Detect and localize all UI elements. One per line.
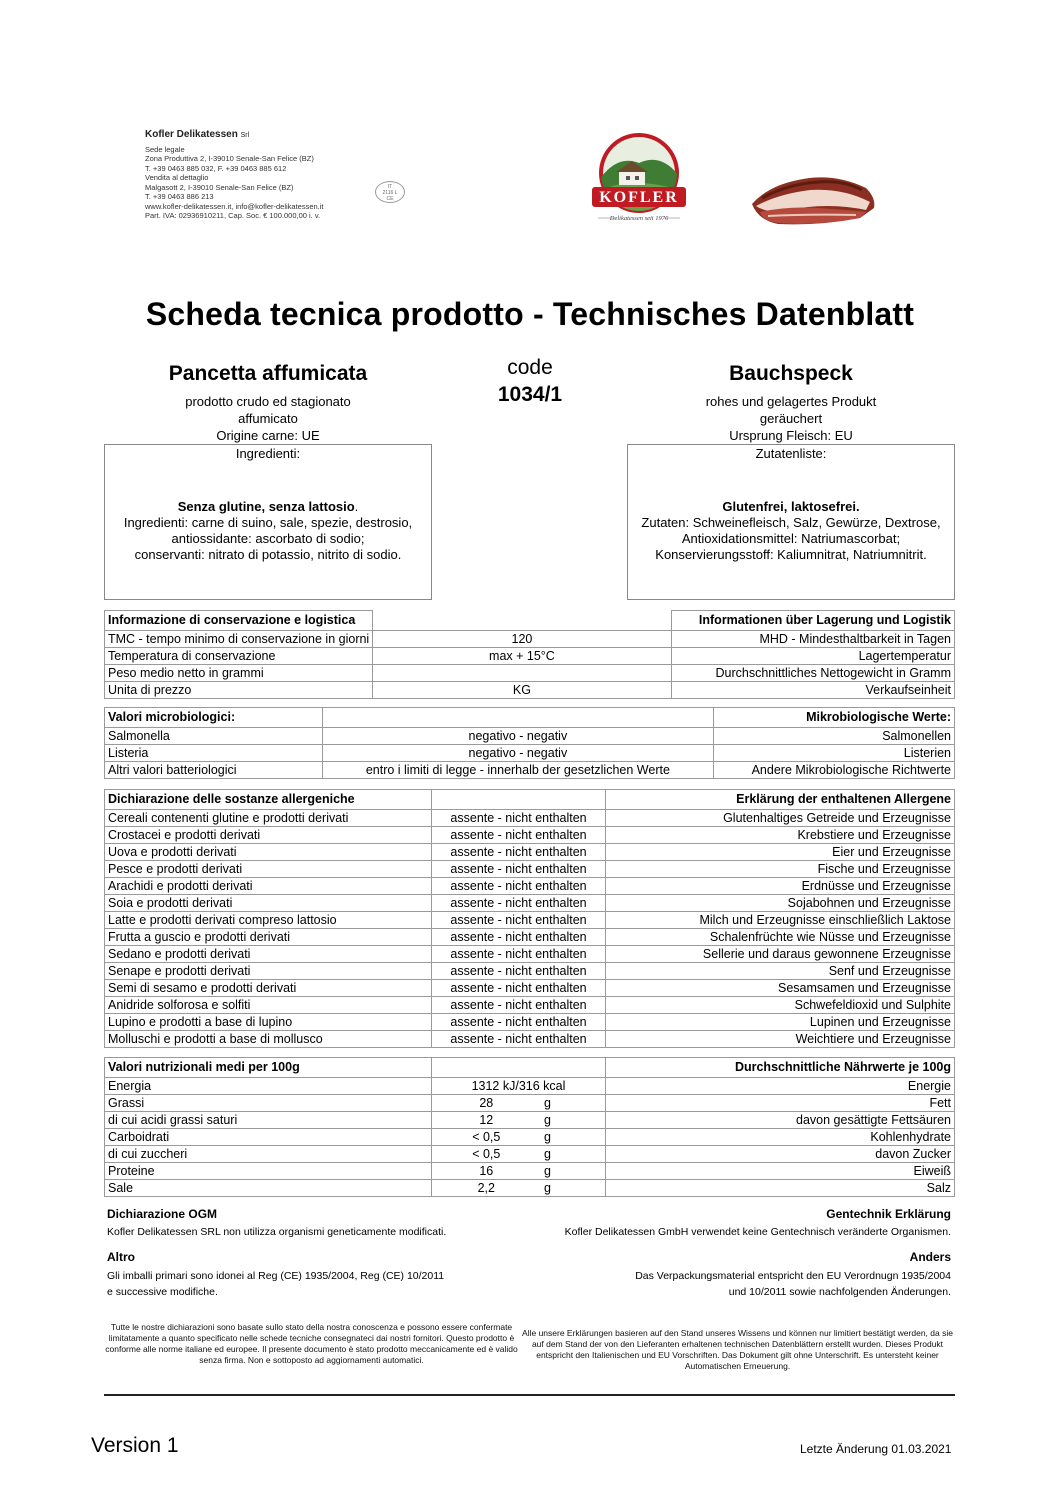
table-row: Temperatura di conservazione max + 15°C Lagertemperatur (105, 648, 955, 665)
table-row: Semi di sesamo e prodotti derivati assente - nicht enthalten Sesamsamen und Erzeugnisse (105, 980, 955, 997)
code-label: code (507, 356, 553, 379)
company-line: Vendita al dettaglio (145, 173, 209, 182)
product-code: 1034/1 (497, 383, 563, 406)
table-row: Sale 2,2 g Salz (105, 1180, 955, 1197)
product-name-de: Bauchspeck (729, 362, 853, 385)
ingredients-label: Ingredienti: (235, 446, 301, 461)
product-image (748, 168, 878, 230)
company-line: Zona Produttiva 2, I-39010 Senale-San Felice (BZ) (145, 154, 314, 163)
allergen-table (104, 789, 955, 1048)
table-row: Uova e prodotti derivati assente - nicht enthalten Eier und Erzeugnisse (105, 844, 955, 861)
table-row: Arachidi e prodotti derivati assente - nicht enthalten Erdnüsse und Erzeugnisse (105, 878, 955, 895)
disclaimer-de: Alle unsere Erklärungen basieren auf den Stand unseres Wissens und können nur limitiert bestätigt werden, da sie auf dem Stand der von den Lieferanten erhaltenen technischen Datenblättern erstellt wurden. Dieses Produkt entspricht den Italienischen und EU Vorschriften. Das Dokument gilt ohne Unterschrift. Es untersteht keiner Automatischen Erneuerung. (522, 1328, 953, 1371)
ingredients-allergen-note: Senza glutine, senza lattosio. (177, 499, 359, 514)
table-row: Crostacei e prodotti derivati assente - nicht enthalten Krebstiere und Erzeugnisse (105, 827, 955, 844)
footer-divider (104, 1394, 955, 1396)
company-line: T. +39 0463 886 213 (145, 192, 214, 201)
kofler-logo (584, 133, 694, 228)
table-header: Erklärung der enthaltenen Allergene (606, 790, 955, 810)
ingredients-line: Konservierungsstoff: Kaliumnitrat, Natriumnitrit. (655, 547, 927, 562)
company-line: Malgasott 2, I-39010 Senale-San Felice (BZ) (145, 182, 294, 192)
table-row: TMC - tempo minimo di conservazione in giorni 120 MHD - Mindesthaltbarkeit in Tagen (105, 631, 955, 648)
other-title-de: Anders (909, 1250, 951, 1264)
last-change-date: Letzte Änderung 01.03.2021 (800, 1442, 952, 1456)
svg-text:KOFLER: KOFLER (599, 189, 679, 206)
ingredients-line: Ingredienti: carne di suino, sale, spezie, destrosio, (123, 515, 413, 530)
table-row: Grassi 28 g Fett (105, 1095, 955, 1112)
gmo-title-de: Gentechnik Erklärung (826, 1207, 951, 1221)
version-label: Version 1 (91, 1434, 179, 1457)
table-header: Dichiarazione delle sostanze allergeniche (105, 790, 432, 810)
table-row: Listeria negativo - negativ Listerien (105, 745, 955, 762)
table-row: Altri valori batteriologici entro i limiti di legge - innerhalb der gesetzlichen Werte Andere Mikrobiologische Richtwerte (105, 762, 955, 779)
company-line: Part. IVA: 02936910211, Cap. Soc. € 100.000,00 i. v. (145, 211, 321, 220)
table-row: di cui zuccheri < 0,5 g davon Zucker (105, 1146, 955, 1163)
table-row: Pesce e prodotti derivati assente - nicht enthalten Fische und Erzeugnisse (105, 861, 955, 878)
table-row: Cereali contenenti glutine e prodotti derivati assente - nicht enthalten Glutenhaltiges Getreide und Erzeugnisse (105, 810, 955, 827)
product-description-it: prodotto crudo ed stagionato affumicato Origine carne: UE (185, 394, 351, 443)
table-row: Soia e prodotti derivati assente - nicht enthalten Sojabohnen und Erzeugnisse (105, 895, 955, 912)
ingredients-allergen-note: Glutenfrei, laktosefrei. (722, 499, 860, 514)
gmo-title-it: Dichiarazione OGM (107, 1207, 218, 1221)
ingredients-label: Zutatenliste: (755, 446, 827, 461)
disclaimer-it: Tutte le nostre dichiarazioni sono basate sullo stato della nostra conoscenza e possono essere confermate limitatamente a quanto specificato nelle schede tecniche consegnateci dai nostri fornitori. Questo prodotto è conforme alle norme italiane ed europee. Il presente documento è stato prodotto meccanicamente ed è valido senza firma. Non e sottoposto ad aggiornamenti automatici. (105, 1322, 518, 1365)
table-row: di cui acidi grassi saturi 12 g davon gesättigte Fettsäuren (105, 1112, 955, 1129)
other-text-de: Das Verpackungsmaterial entspricht den EU Verordnugn 1935/2004 und 10/2011 sowie nachfolgenden Änderungen. (635, 1270, 951, 1298)
company-line: T. +39 0463 885 032, F. +39 0463 885 612 (145, 163, 287, 173)
health-mark-stamp: IT 2116 L CE (375, 181, 405, 203)
storage-table (104, 610, 955, 699)
table-row: Anidride solforosa e solfiti assente - nicht enthalten Schwefeldioxid und Sulphite (105, 997, 955, 1014)
other-text-it: Gli imballi primari sono idonei al Reg (CE) 1935/2004, Reg (CE) 10/2011 e successive modifiche. (107, 1270, 445, 1298)
table-header: Informationen über Lagerung und Logistik (671, 611, 954, 631)
table-row: Latte e prodotti derivati compreso lattosio assente - nicht enthalten Milch und Erzeugnisse einschließlich Laktose (105, 912, 955, 929)
svg-text:Delikatessen seit 1976: Delikatessen seit 1976 (609, 215, 669, 222)
table-row: Frutta a guscio e prodotti derivati assente - nicht enthalten Schalenfrüchte wie Nüsse und Erzeugnisse (105, 929, 955, 946)
nutrition-table (104, 1057, 955, 1197)
table-header: Durchschnittliche Nährwerte je 100g (606, 1058, 955, 1078)
table-header: Valori microbiologici: (105, 708, 323, 728)
table-row: Carboidrati < 0,5 g Kohlenhydrate (105, 1129, 955, 1146)
table-row: Senape e prodotti derivati assente - nicht enthalten Senf und Erzeugnisse (105, 963, 955, 980)
table-header: Valori nutrizionali medi per 100g (105, 1058, 432, 1078)
document-title: Scheda tecnica prodotto - Technisches Datenblatt (145, 296, 915, 332)
gmo-text-de: Kofler Delikatessen GmbH verwendet keine Gentechnisch veränderte Organismen. (564, 1226, 951, 1238)
table-row: Unita di prezzo KG Verkaufseinheit (105, 682, 955, 699)
ingredients-box-de (627, 444, 955, 600)
company-line: Sede legale (145, 144, 185, 154)
company-name: Kofler Delikatessen Srl (145, 129, 250, 140)
microbiological-table (104, 707, 955, 779)
table-row: Peso medio netto in grammi Durchschnittliches Nettogewicht in Gramm (105, 665, 955, 682)
product-description-de: rohes und gelagertes Produkt geräuchert Ursprung Fleisch: EU (705, 394, 877, 443)
gmo-text-it: Kofler Delikatessen SRL non utilizza organismi geneticamente modificati. (107, 1226, 447, 1238)
company-info (145, 130, 375, 221)
table-header: Informazione di conservazione e logistica (105, 611, 373, 631)
table-row: Lupino e prodotti a base di lupino assente - nicht enthalten Lupinen und Erzeugnisse (105, 1014, 955, 1031)
table-row: Sedano e prodotti derivati assente - nicht enthalten Sellerie und daraus gewonnene Erzeugnisse (105, 946, 955, 963)
table-row: Salmonella negativo - negativ Salmonellen (105, 728, 955, 745)
product-name-it: Pancetta affumicata (168, 362, 368, 385)
other-title-it: Altro (107, 1250, 135, 1264)
ingredients-box-it (104, 444, 432, 600)
ingredients-line: Antioxidationsmittel: Natriumascorbat; (681, 531, 901, 546)
table-row: Energia 1312 kJ/316 kcal Energie (105, 1078, 955, 1095)
ingredients-line: Zutaten: Schweinefleisch, Salz, Gewürze, Dextrose, (641, 515, 941, 530)
ingredients-line: antiossidante: ascorbato di sodio; (171, 531, 365, 546)
table-row: Molluschi e prodotti a base di mollusco assente - nicht enthalten Weichtiere und Erzeugnisse (105, 1031, 955, 1048)
table-row: Proteine 16 g Eiweiß (105, 1163, 955, 1180)
ingredients-line: conservanti: nitrato di potassio, nitrito di sodio. (134, 547, 402, 562)
company-line: www.kofler-delikatessen.it, info@kofler-delikatessen.it (145, 201, 324, 211)
table-header: Mikrobiologische Werte: (714, 708, 955, 728)
